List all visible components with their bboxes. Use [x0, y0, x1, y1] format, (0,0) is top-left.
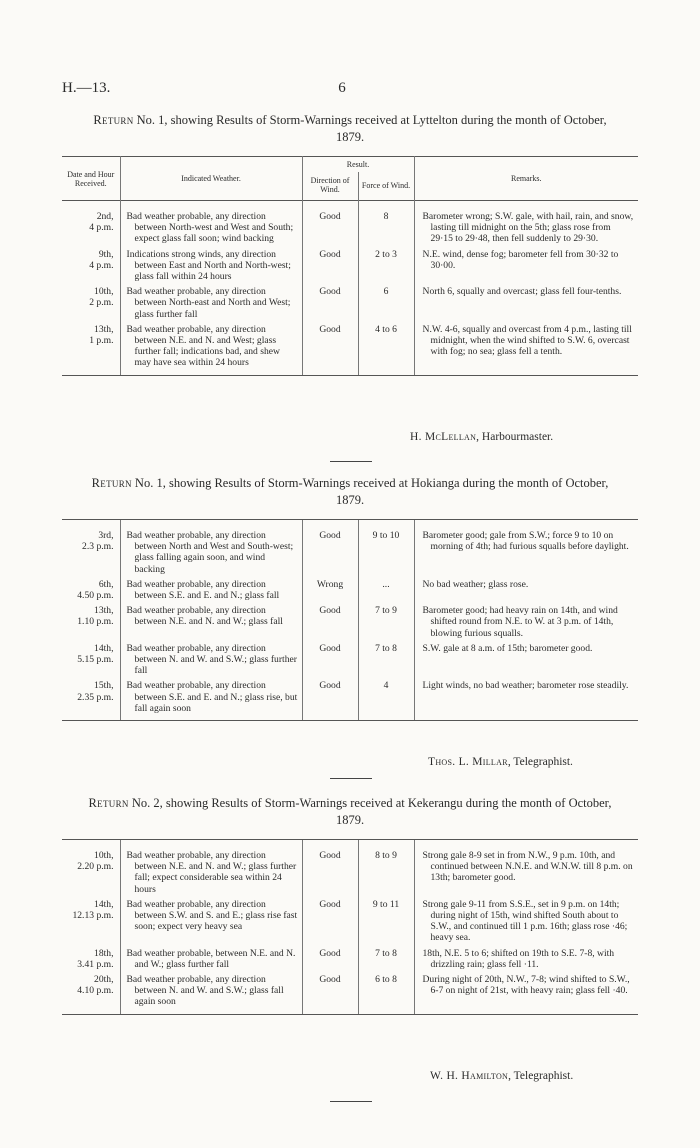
cell-remarks: Strong gale 9-11 from S.S.E., set in 9 p.m. on 14th; during night of 15th, wind shifted South about to S.W., and continued till 1 p.m. 16th; glass rose ·46; heavy sea. — [414, 895, 638, 944]
date-hour: 2 p.m. — [89, 297, 114, 309]
header-force: Force of Wind. — [358, 172, 414, 201]
cell-remarks: Barometer good; had heavy rain on 14th, and wind shifted round from N.E. to W. at 3 p.m. of 14th, blowing furious squalls. — [414, 601, 638, 639]
cell-remarks: During night of 20th, N.W., 7-8; wind shifted to S.W., 6-7 on night of 21st, with heavy rain; glass fell ·40. — [414, 970, 638, 1014]
cell-indicated-weather: Bad weather probable, between N.E. and N. and W.; glass further fall — [120, 944, 302, 970]
table-row — [62, 895, 638, 944]
cell-date — [62, 846, 120, 895]
cell-indicated-weather: Bad weather probable, any direction between North and West and South-west; glass falling again soon, and wind backing — [120, 526, 302, 575]
date-hour: 1 p.m. — [89, 335, 114, 347]
cell-force: 4 — [358, 676, 414, 720]
table-row — [62, 676, 638, 720]
cell-direction: Good — [302, 676, 358, 720]
table-header — [62, 157, 638, 201]
cell-remarks: Strong gale 8-9 set in from N.W., 9 p.m. 10th, and continued between N.N.E. and W.N.W. till 8 p.m. on 13th; barometer good. — [414, 846, 638, 895]
cell-direction: Good — [302, 639, 358, 677]
table-row — [62, 320, 638, 375]
header-direction: Direction of Wind. — [302, 172, 358, 201]
cell-force: 9 to 11 — [358, 895, 414, 944]
date-day: 10th, — [94, 850, 114, 861]
date-hour: 4.10 p.m. — [77, 985, 114, 997]
cell-remarks: Barometer wrong; S.W. gale, with hail, rain, and snow, lasting till midnight on the 5th; glass rose from 29·15 to 29·48, then fell suddenly to 29·30. — [414, 207, 638, 245]
table-row — [62, 245, 638, 283]
cell-remarks: Light winds, no bad weather; barometer rose steadily. — [414, 676, 638, 720]
date-hour: 2.20 p.m. — [77, 861, 114, 873]
returns-table — [62, 520, 638, 720]
cell-direction: Good — [302, 207, 358, 245]
date-day: 2nd, — [96, 211, 114, 222]
date-hour: 1.10 p.m. — [77, 616, 114, 628]
table-row — [62, 526, 638, 575]
cell-force: 4 to 6 — [358, 320, 414, 375]
table-row — [62, 944, 638, 970]
cell-direction: Good — [302, 245, 358, 283]
page-number: 6 — [338, 80, 346, 96]
section-caption: Return No. 1, showing Results of Storm-Warnings received at Lyttelton during the month of October, 1879. — [93, 113, 607, 144]
cell-remarks: 18th, N.E. 5 to 6; shifted on 19th to S.E. 7-8, with drizzling rain; glass fell ·11. — [414, 944, 638, 970]
cell-date — [62, 639, 120, 677]
header-weather: Indicated Weather. — [120, 157, 302, 201]
cell-direction: Good — [302, 282, 358, 320]
section-caption: Return No. 2, showing Results of Storm-Warnings received at Kekerangu during the month of October, 1879. — [88, 796, 612, 827]
cell-force: 7 to 8 — [358, 944, 414, 970]
table-row — [62, 575, 638, 601]
table-bottom-rule — [62, 1014, 638, 1015]
header-date: Date and Hour Received. — [67, 169, 115, 188]
cell-force: 7 to 8 — [358, 639, 414, 677]
table-row — [62, 639, 638, 677]
cell-force: 7 to 9 — [358, 601, 414, 639]
return-hokianga — [62, 475, 638, 721]
signature-hokianga: Thos. L. Millar, Telegraphist. — [428, 756, 573, 768]
table-row — [62, 282, 638, 320]
date-day: 3rd, — [98, 530, 114, 541]
cell-indicated-weather: Bad weather probable, any direction between N. and W. and S.W.; glass fall again soon — [120, 970, 302, 1014]
date-hour: 2.3 p.m. — [82, 541, 114, 553]
cell-remarks: N.E. wind, dense fog; barometer fell from 30·32 to 30·00. — [414, 245, 638, 283]
date-day: 10th, — [94, 286, 114, 298]
table-row — [62, 846, 638, 895]
cell-direction: Good — [302, 846, 358, 895]
cell-direction: Good — [302, 895, 358, 944]
date-day: 14th, — [94, 642, 114, 654]
signature-lyttelton: H. McLellan, Harbourmaster. — [410, 431, 554, 443]
date-hour: 2.35 p.m. — [77, 691, 114, 703]
signature-kekerangu: W. H. Hamilton, Telegraphist. — [430, 1070, 574, 1082]
date-hour: 4 p.m. — [89, 259, 114, 271]
cell-indicated-weather: Indications strong winds, any direction between East and North and North-west; glass fall within 24 hours — [120, 245, 302, 283]
header-result: Result. — [302, 157, 414, 173]
cell-indicated-weather: Bad weather probable, any direction between S.E. and E. and N.; glass fall — [120, 575, 302, 601]
returns-table — [62, 156, 638, 375]
section-separator — [330, 778, 372, 779]
date-day: 15th, — [94, 680, 114, 692]
returns-table — [62, 840, 638, 1014]
date-day: 18th, — [94, 947, 114, 959]
date-day: 6th, — [98, 578, 114, 590]
cell-remarks: No bad weather; glass rose. — [414, 575, 638, 601]
date-day: 13th, — [94, 605, 114, 617]
date-hour: 4.50 p.m. — [77, 590, 114, 602]
table-row — [62, 207, 638, 245]
cell-remarks: North 6, squally and overcast; glass fell four-tenths. — [414, 282, 638, 320]
date-day: 13th, — [94, 323, 114, 335]
table-row — [62, 601, 638, 639]
cell-date — [62, 526, 120, 575]
cell-force: 6 to 8 — [358, 970, 414, 1014]
cell-indicated-weather: Bad weather probable, any direction between N. and W. and S.W.; glass further fall — [120, 639, 302, 677]
cell-direction: Wrong — [302, 575, 358, 601]
cell-date — [62, 944, 120, 970]
cell-indicated-weather: Bad weather probable, any direction between N.E. and N. and W.; glass fall — [120, 601, 302, 639]
cell-force: 2 to 3 — [358, 245, 414, 283]
cell-remarks: Barometer good; gale from S.W.; force 9 to 10 on morning of 4th; had furious squalls before daylight. — [414, 526, 638, 575]
cell-date — [62, 207, 120, 245]
cell-date — [62, 282, 120, 320]
header-remarks: Remarks. — [414, 157, 638, 201]
return-lyttelton — [62, 112, 638, 376]
date-hour: 12.13 p.m. — [72, 910, 114, 922]
section-separator — [330, 1101, 372, 1102]
cell-direction: Good — [302, 601, 358, 639]
cell-remarks: S.W. gale at 8 a.m. of 15th; barometer good. — [414, 639, 638, 677]
cell-force: 8 to 9 — [358, 846, 414, 895]
cell-indicated-weather: Bad weather probable, any direction between N.E. and N. and West; glass further fall; indications bad, and shew may have sea within 24 hours — [120, 320, 302, 375]
cell-direction: Good — [302, 526, 358, 575]
cell-direction: Good — [302, 944, 358, 970]
date-hour: 4 p.m. — [89, 222, 114, 234]
cell-date — [62, 895, 120, 944]
cell-force: 6 — [358, 282, 414, 320]
table-row — [62, 970, 638, 1014]
return-kekerangu — [62, 795, 638, 1015]
cell-force: ... — [358, 575, 414, 601]
date-day: 14th, — [94, 898, 114, 910]
date-hour: 3.41 p.m. — [77, 958, 114, 970]
cell-indicated-weather: Bad weather probable, any direction between S.W. and S. and E.; glass rise fast soon; expect very heavy sea — [120, 895, 302, 944]
cell-date — [62, 245, 120, 283]
page-reference: H.—13. — [62, 80, 111, 96]
cell-remarks: N.W. 4-6, squally and overcast from 4 p.m., lasting till midnight, when the wind shifted to S.W. 6, overcast with fog; no sea; glass fell a tenth. — [414, 320, 638, 375]
table-bottom-rule — [62, 720, 638, 721]
date-day: 20th, — [94, 974, 114, 986]
cell-indicated-weather: Bad weather probable, any direction between N.E. and N. and W.; glass further fall; expect considerable sea within 24 hours — [120, 846, 302, 895]
table-bottom-rule — [62, 375, 638, 376]
date-day: 9th, — [98, 248, 114, 260]
cell-force: 9 to 10 — [358, 526, 414, 575]
cell-date — [62, 970, 120, 1014]
cell-date — [62, 601, 120, 639]
cell-force: 8 — [358, 207, 414, 245]
cell-indicated-weather: Bad weather probable, any direction between North-east and North and West; glass further fall — [120, 282, 302, 320]
section-caption: Return No. 1, showing Results of Storm-Warnings received at Hokianga during the month of October, 1879. — [91, 476, 609, 507]
section-separator — [330, 461, 372, 462]
cell-date — [62, 575, 120, 601]
cell-date — [62, 676, 120, 720]
date-hour: 5.15 p.m. — [77, 654, 114, 666]
cell-date — [62, 320, 120, 375]
page-header — [62, 80, 638, 100]
cell-indicated-weather: Bad weather probable, any direction between North-west and West and South; expect glass fall soon; wind backing — [120, 207, 302, 245]
cell-indicated-weather: Bad weather probable, any direction between S.E. and E. and N.; glass rise, but fall again soon — [120, 676, 302, 720]
cell-direction: Good — [302, 320, 358, 375]
cell-direction: Good — [302, 970, 358, 1014]
